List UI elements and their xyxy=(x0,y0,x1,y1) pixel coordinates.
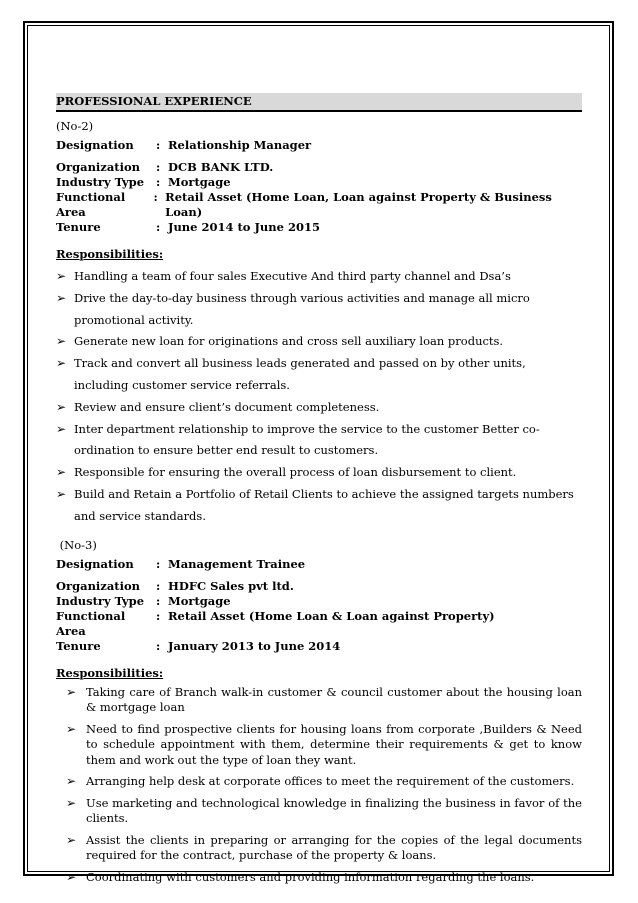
field-colon: : xyxy=(156,608,161,623)
field-label: Designation xyxy=(56,556,134,571)
arrow-bullet-icon: ➢ xyxy=(66,795,77,810)
list-item: ➢ Handling a team of four sales Executive And third party channel and Dsa’s xyxy=(56,266,582,288)
field-colon: : xyxy=(156,578,161,593)
arrow-bullet-icon: ➢ xyxy=(66,721,77,736)
field-value: January 2013 to June 2014 xyxy=(168,638,341,653)
list-item: ➢ Arranging help desk at corporate offices to meet the requirement of the customers. xyxy=(66,774,575,789)
arrow-bullet-icon: ➢ xyxy=(56,486,67,501)
field-colon: : xyxy=(156,175,161,189)
arrow-bullet-icon: ➢ xyxy=(56,399,67,414)
arrow-bullet-icon: ➢ xyxy=(56,334,67,349)
list-item: ➢ Use marketing and technological knowledge in finalizing the business in favor of the clients. xyxy=(66,795,582,826)
resume-content xyxy=(56,93,582,891)
field-colon: : xyxy=(153,190,158,204)
field-label: Organization xyxy=(56,160,140,174)
field-industry-type xyxy=(56,175,582,190)
field-label: Tenure xyxy=(56,638,101,653)
field-colon: : xyxy=(156,160,161,174)
list-item: ➢ Track and convert all business leads generated and passed on by other units, including customer service referrals. xyxy=(56,353,582,397)
field-value: Relationship Manager xyxy=(168,138,312,152)
job-number: (No-3) xyxy=(56,537,97,552)
field-label: Industry Type xyxy=(56,175,145,189)
field-label: Functional Area xyxy=(56,608,126,638)
list-item: ➢ Generate new loan for originations and cross sell auxiliary loan products. xyxy=(56,331,582,353)
job-fields xyxy=(56,557,582,654)
field-designation xyxy=(56,557,582,572)
field-value: HDFC Sales pvt ltd. xyxy=(168,578,294,593)
field-value: Retail Asset (Home Loan & Loan against Property) xyxy=(168,608,495,623)
arrow-bullet-icon: ➢ xyxy=(56,465,67,480)
responsibilities-list xyxy=(56,266,582,528)
field-label: Organization xyxy=(56,578,140,593)
arrow-bullet-icon: ➢ xyxy=(56,269,67,283)
field-colon: : xyxy=(156,638,161,653)
responsibilities-list xyxy=(56,685,582,886)
field-value: Mortgage xyxy=(168,175,231,189)
job-fields xyxy=(56,138,582,235)
job-entry-2 xyxy=(56,538,582,886)
field-value: June 2014 to June 2015 xyxy=(168,220,320,234)
field-label: Tenure xyxy=(56,220,101,234)
field-label: Functional Area xyxy=(56,190,126,219)
field-functional-area xyxy=(56,190,582,220)
field-label: Designation xyxy=(56,138,134,152)
list-item: ➢ Taking care of Branch walk-in customer & council customer about the housing loan & mortgage loan xyxy=(66,684,582,715)
field-colon: : xyxy=(156,220,161,234)
arrow-bullet-icon: ➢ xyxy=(66,774,77,789)
field-value: Mortgage xyxy=(168,593,231,608)
field-tenure xyxy=(56,639,582,654)
list-item: ➢ Coordinating with customers and providing information regarding the loans. xyxy=(66,869,535,884)
field-value: Management Trainee xyxy=(168,556,306,571)
arrow-bullet-icon: ➢ xyxy=(56,356,67,371)
field-value: Retail Asset (Home Loan, Loan against Property & Business Loan) xyxy=(165,190,552,219)
responsibilities-heading: Responsibilities: xyxy=(56,247,164,261)
arrow-bullet-icon: ➢ xyxy=(66,869,77,884)
arrow-bullet-icon: ➢ xyxy=(56,290,67,305)
field-colon: : xyxy=(156,138,161,152)
list-item: ➢ Review and ensure client’s document completeness. xyxy=(56,397,582,419)
responsibilities-heading: Responsibilities: xyxy=(56,665,164,680)
list-item: ➢ Inter department relationship to improve the service to the customer Better co-ordination to ensure better end result to customers. xyxy=(56,419,582,463)
list-item: ➢ Assist the clients in preparing or arranging for the copies of the legal documents required for the contract, purchase of the property & loans. xyxy=(66,832,582,863)
section-header xyxy=(56,93,582,112)
field-designation xyxy=(56,138,582,153)
field-colon: : xyxy=(156,556,161,571)
field-organization xyxy=(56,579,582,594)
list-item: ➢ Need to find prospective clients for housing loans from corporate ,Builders & Need to schedule appointment with them, determine their requirements & get to know them and work out the type of loan they want. xyxy=(66,721,582,767)
field-colon: : xyxy=(156,593,161,608)
field-functional-area xyxy=(56,609,582,639)
arrow-bullet-icon: ➢ xyxy=(66,684,77,699)
field-tenure xyxy=(56,220,582,235)
list-item: ➢ Build and Retain a Portfolio of Retail Clients to achieve the assigned targets numbers and service standards. xyxy=(56,484,582,528)
list-item: ➢ Drive the day-to-day business through various activities and manage all micro promotional activity. xyxy=(56,288,582,332)
arrow-bullet-icon: ➢ xyxy=(66,832,77,847)
section-title: PROFESSIONAL EXPERIENCE xyxy=(56,94,252,108)
field-industry-type xyxy=(56,594,582,609)
list-item: ➢ Responsible for ensuring the overall process of loan disbursement to client. xyxy=(56,462,582,484)
field-organization xyxy=(56,160,582,175)
job-number: (No-2) xyxy=(56,119,94,133)
field-label: Industry Type xyxy=(56,593,145,608)
field-value: DCB BANK LTD. xyxy=(168,160,274,174)
arrow-bullet-icon: ➢ xyxy=(56,421,67,436)
job-entry-1 xyxy=(56,119,582,528)
